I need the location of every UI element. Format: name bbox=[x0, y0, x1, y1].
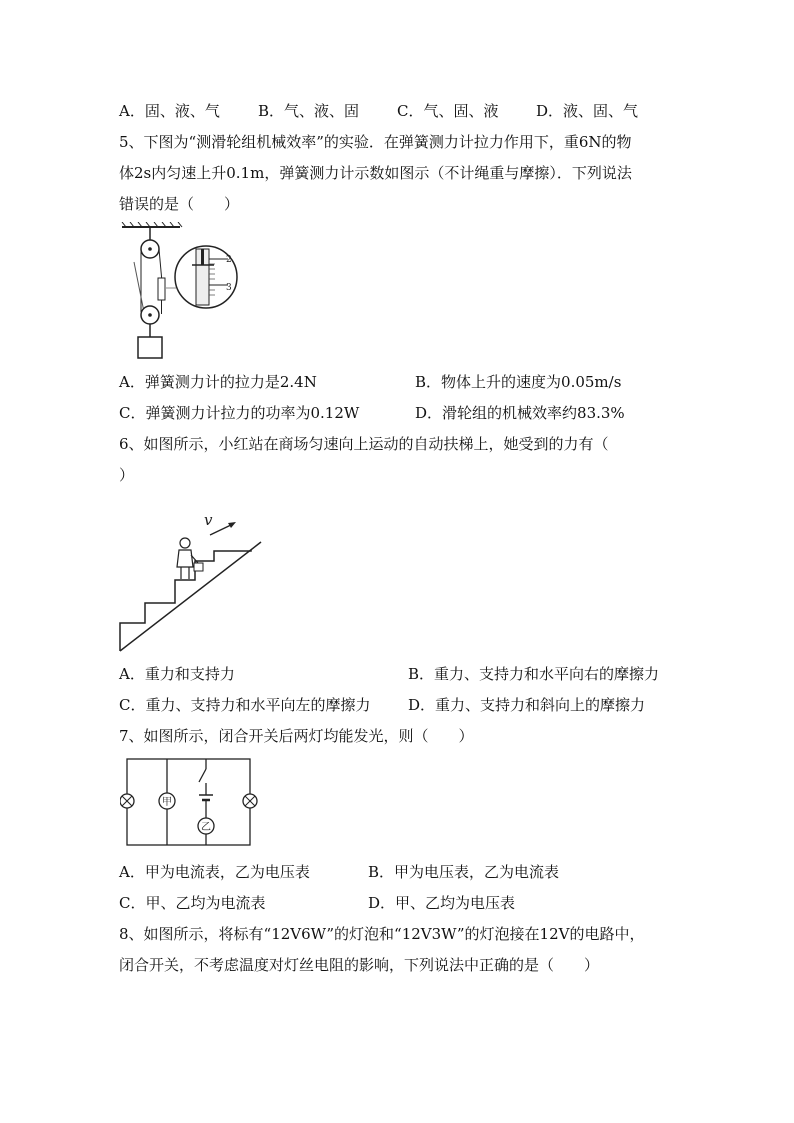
q6-option-c: C．重力、支持力和水平向左的摩擦力 bbox=[119, 696, 371, 714]
scale-tick-label: 2 bbox=[226, 255, 232, 265]
q6-option-d: D．重力、支持力和斜向上的摩擦力 bbox=[408, 696, 646, 714]
meter-jia-label: 甲 bbox=[162, 797, 172, 808]
q5-option-a: A．弹簧测力计的拉力是2.4N bbox=[119, 373, 317, 391]
q5-option-d: D．滑轮组的机械效率约83.3% bbox=[415, 404, 625, 422]
q6-stem-line-2: ） bbox=[119, 466, 135, 484]
q4-option-b: B．气、液、固 bbox=[258, 102, 360, 120]
q7-stem: 7、如图所示，闭合开关后两灯均能发光，则（ ） bbox=[119, 727, 474, 745]
scale-tick-label: 3 bbox=[226, 283, 232, 293]
q7-option-c: C．甲、乙均为电流表 bbox=[119, 894, 266, 912]
pulley-figure bbox=[118, 222, 243, 362]
q4-option-c: C．气、固、液 bbox=[397, 102, 499, 120]
q5-stem-line-3: 错误的是（ ） bbox=[119, 195, 240, 213]
circuit-figure bbox=[120, 755, 258, 851]
meter-yi-label: 乙 bbox=[201, 822, 211, 833]
q7-option-d: D．甲、乙均为电压表 bbox=[368, 894, 516, 912]
velocity-label: v bbox=[204, 511, 213, 529]
q6-stem-line-1: 6、如图所示，小红站在商场匀速向上运动的自动扶梯上，她受到的力有（ bbox=[119, 435, 609, 453]
q7-option-a: A．甲为电流表，乙为电压表 bbox=[119, 863, 310, 881]
q5-stem-line-1: 5、下图为“测滑轮组机械效率”的实验．在弹簧测力计拉力作用下，重6N的物 bbox=[119, 133, 632, 151]
q4-option-d: D．液、固、气 bbox=[536, 102, 639, 120]
q8-stem-line-2: 闭合开关，不考虑温度对灯丝电阻的影响，下列说法中正确的是（ ） bbox=[119, 956, 600, 974]
q7-option-b: B．甲为电压表，乙为电流表 bbox=[368, 863, 560, 881]
q8-stem-line-1: 8、如图所示，将标有“12V6W”的灯泡和“12V3W”的灯泡接在12V的电路中， bbox=[119, 925, 645, 943]
q6-option-b: B．重力、支持力和水平向右的摩擦力 bbox=[408, 665, 660, 683]
q5-option-b: B．物体上升的速度为0.05m/s bbox=[415, 373, 622, 391]
q4-option-a: A．固、液、气 bbox=[119, 102, 220, 120]
escalator-figure bbox=[118, 505, 266, 655]
q6-option-a: A．重力和支持力 bbox=[119, 665, 235, 683]
q5-stem-line-2: 体2s内匀速上升0.1m，弹簧测力计示数如图示（不计绳重与摩擦）．下列说法 bbox=[119, 164, 632, 182]
q5-option-c: C．弹簧测力计拉力的功率为0.12W bbox=[119, 404, 360, 422]
